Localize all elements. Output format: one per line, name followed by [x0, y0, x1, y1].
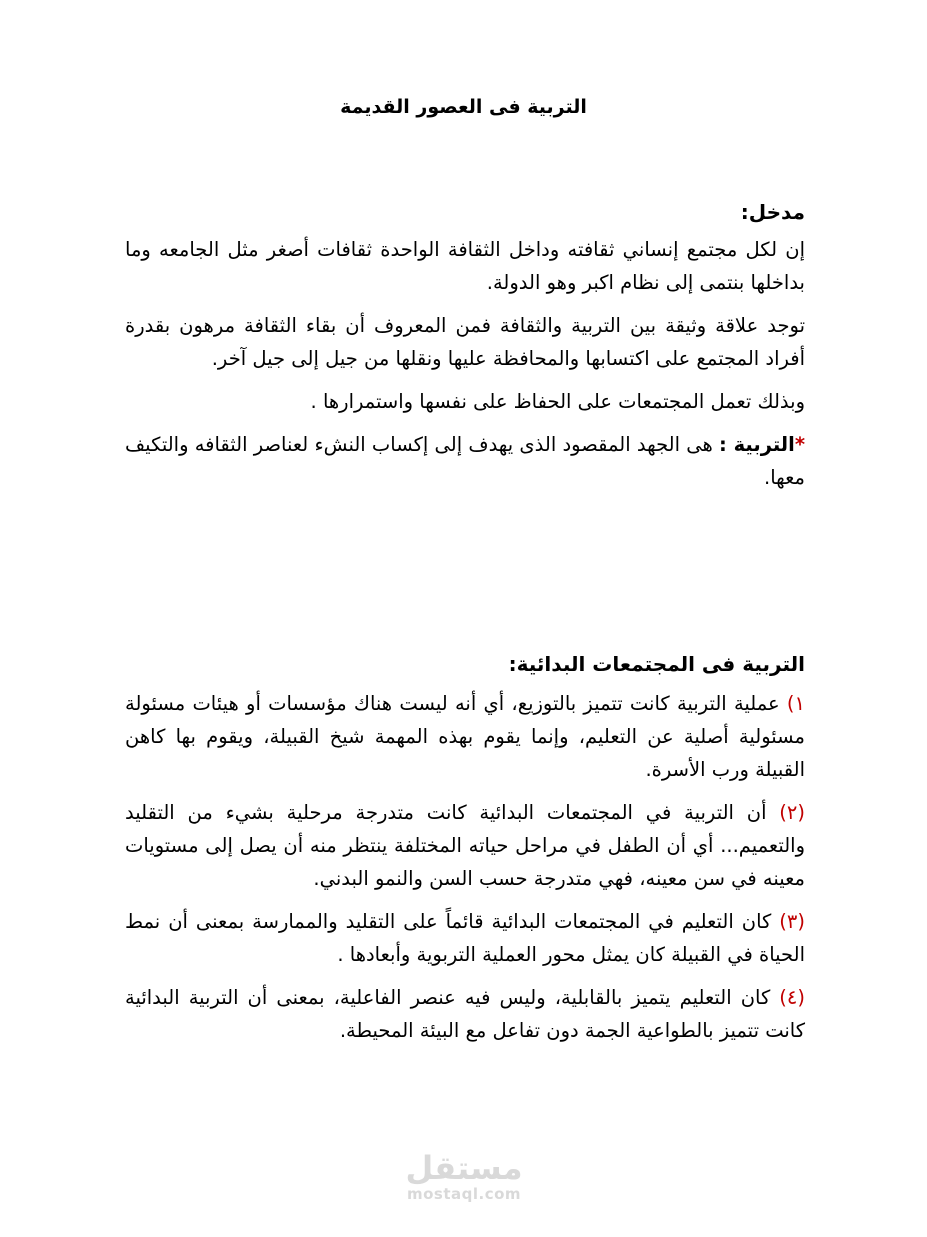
item-text: كان التعليم يتميز بالقابلية، وليس فيه عنصر الفاعلية، بمعنى أن التربية البدائية كانت تتميز بالطواعية الجمة دون تفاعل مع البيئة المحيطة. [125, 986, 805, 1042]
section2-heading: التربية فى المجتمعات البدائية: [508, 652, 805, 676]
item-number: (٣) [779, 910, 805, 933]
item-number: (٢) [779, 801, 805, 824]
list-item [125, 981, 805, 1047]
definition-term: التربية : [719, 433, 795, 456]
watermark-domain: mostaql.com [406, 1185, 522, 1203]
document-title: التربية فى العصور القديمة [340, 96, 587, 118]
list-item [125, 687, 805, 786]
intro-heading: مدخل: [740, 200, 805, 224]
list-item [125, 905, 805, 971]
definition-paragraph [125, 428, 805, 494]
item-text: عملية التربية كانت تتميز بالتوزيع، أي أنه ليست هناك مؤسسات أو هيئات مسئولة مسئولية أصلية عن التعليم، وإنما يقوم بهذه المهمة شيخ القبيلة، ويقوم بها كاهن القبيلة ورب الأسرة. [125, 692, 805, 781]
primitive-societies-section [125, 648, 805, 1047]
mostaql-watermark [404, 1150, 524, 1202]
intro-paragraph-2: توجد علاقة وثيقة بين التربية والثقافة فمن المعروف أن بقاء الثقافة مرهون بقدرة أفراد المجتمع على اكتسابها والمحافظة عليها ونقلها من جيل إلى جيل آخر. [125, 314, 805, 370]
watermark-logo-text: مستقل [405, 1149, 523, 1187]
item-text: كان التعليم في المجتمعات البدائية قائماً على التقليد والممارسة بمعنى أن نمط الحياة في القبيلة كان يمثل محور العملية التربوية وأبعادها . [125, 910, 805, 966]
intro-section [125, 196, 805, 494]
item-text: أن التربية في المجتمعات البدائية كانت متدرجة مرحلية بشيء من التقليد والتعميم... أي أن الطفل في مراحل حياته المختلفة ينتظر منه أن يصل إلى مستويات معينه في سن معينه، فهي متدرجة حسب السن والنمو البدني. [125, 801, 805, 890]
item-number: ١) [786, 692, 805, 715]
list-item [125, 796, 805, 895]
intro-paragraph-1: إن لكل مجتمع إنساني ثقافته وداخل الثقافة الواحدة ثقافات أصغر مثل الجامعه وما بداخلها بنتمى إلى نظام اكبر وهو الدولة. [125, 238, 805, 294]
definition-text: هى الجهد المقصود الذى يهدف إلى إكساب النشء لعناصر الثقافه والتكيف معها. [125, 433, 805, 489]
item-number: (٤) [779, 986, 805, 1009]
definition-star: * [794, 433, 806, 456]
intro-paragraph-3: وبذلك تعمل المجتمعات على الحفاظ على نفسها واستمرارها . [310, 390, 805, 413]
